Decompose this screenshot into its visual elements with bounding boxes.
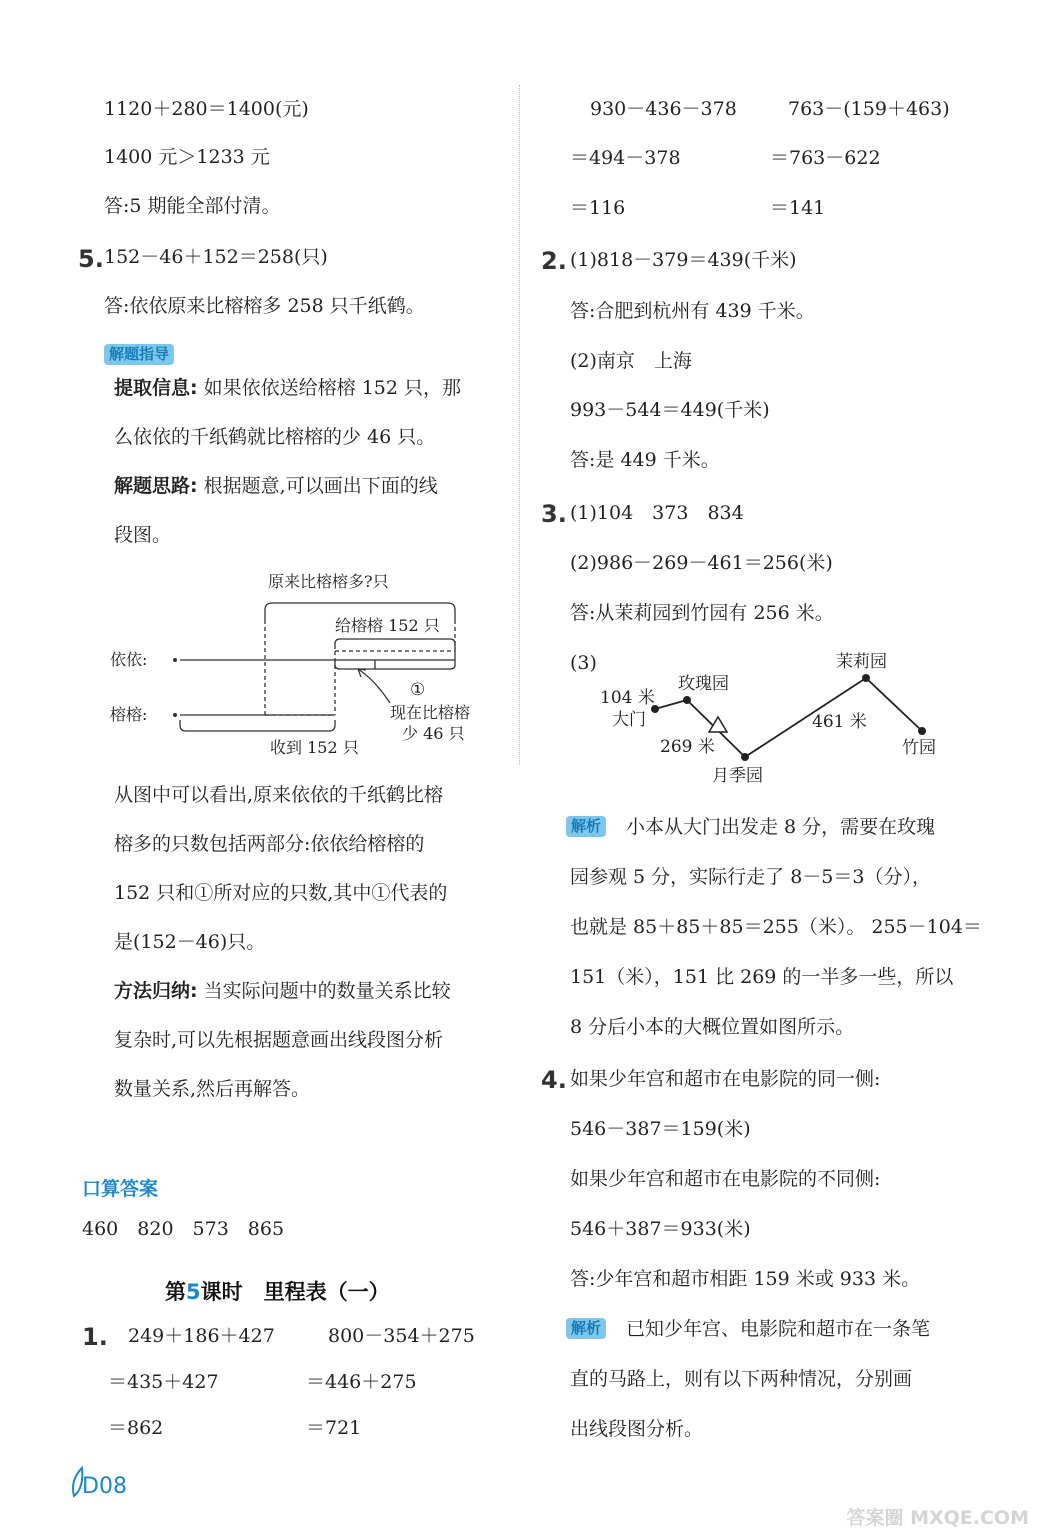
text-line: 是(152－46)只。 xyxy=(114,931,266,953)
diagram-yiyi: 依依: xyxy=(110,650,148,669)
think-label: 解题思路: xyxy=(114,475,198,497)
lesson-number: 5 xyxy=(186,1280,201,1304)
diagram-top-label: 原来比榕榕多?只 xyxy=(268,572,389,591)
map-gate: 大门 xyxy=(612,710,646,730)
question-number: 2. xyxy=(541,247,567,275)
text-line: 152 只和①所对应的只数,其中①代表的 xyxy=(114,882,448,904)
equation: ＝446＋275 xyxy=(306,1371,417,1393)
route-map xyxy=(590,645,970,795)
lesson-title xyxy=(165,1276,390,1306)
think-text: 根据题意,可以画出下面的线 xyxy=(203,475,438,497)
give-brace xyxy=(335,639,455,649)
text-line: 8 分后小本的大概位置如图所示。 xyxy=(570,1016,855,1038)
diagram-rongrong: 榕榕: xyxy=(110,705,148,724)
equation: 249＋186＋427 xyxy=(128,1325,275,1347)
pointer-arrow xyxy=(358,669,390,703)
equation: ＝141 xyxy=(770,197,826,219)
answer-line: 答:少年宫和超市相距 159 米或 933 米。 xyxy=(570,1268,921,1290)
receive-brace xyxy=(180,720,335,731)
text-line: 已知少年宫、电影院和超市在一条笔 xyxy=(626,1318,931,1340)
lesson-prefix: 第 xyxy=(165,1280,186,1304)
diagram-now-1: 现在比榕榕 xyxy=(390,703,471,722)
method-label: 方法归纳: xyxy=(114,980,198,1002)
diagram-give-label: 给榕榕 152 只 xyxy=(335,616,440,635)
equation: ＝435＋427 xyxy=(108,1371,219,1393)
map-461: 461 米 xyxy=(812,712,867,732)
answer-line: 答:从茉莉园到竹园有 256 米。 xyxy=(570,602,834,624)
text-line: 也就是 85＋85＋85＝255（米）。 255－104＝ xyxy=(570,916,982,938)
text-line: 小本从大门出发走 8 分，需要在玫瑰 xyxy=(626,816,936,838)
diagram-circle-one: ① xyxy=(410,680,426,700)
map-rose: 玫瑰园 xyxy=(678,674,729,694)
page-number: D08 xyxy=(82,1474,127,1499)
text-line: 如果少年宫和超市在电影院的同一侧: xyxy=(570,1068,881,1090)
question-number: 3. xyxy=(541,500,567,528)
map-jasmine: 茉莉园 xyxy=(836,652,887,672)
segment-diagram xyxy=(110,565,510,765)
text-line: 1120＋280＝1400(元) xyxy=(104,98,309,120)
lesson-name: 课时 里程表（一） xyxy=(200,1280,390,1304)
text-line: (1)104 373 834 xyxy=(570,502,744,524)
rose-point xyxy=(683,696,691,704)
map-moon: 月季园 xyxy=(712,766,763,786)
watermark: 答案圈 MXQE.COM xyxy=(846,1507,1029,1529)
text-line: 151（米），151 比 269 的一半多一些，所以 xyxy=(570,966,954,988)
text-line: (1)818－379＝439(千米) xyxy=(570,249,797,271)
text-line: 1400 元＞1233 元 xyxy=(104,146,270,168)
analysis-tag: 解析 xyxy=(566,816,606,837)
question-number: 5. xyxy=(78,245,104,273)
text-line: (2)986－269－461＝256(米) xyxy=(570,552,833,574)
info-label: 提取信息: xyxy=(114,377,198,399)
question-number: 1. xyxy=(82,1323,108,1351)
map-104: 104 米 xyxy=(600,688,655,708)
method-paragraph xyxy=(114,982,451,1001)
bamboo-point xyxy=(918,727,926,735)
info-text: 如果依依送给榕榕 152 只，那 xyxy=(203,377,462,399)
text-line: 园参观 5 分，实际行走了 8－5＝3（分）， xyxy=(570,866,931,888)
answer-line: 答:合肥到杭州有 439 千米。 xyxy=(570,300,815,322)
text-line: 546－387＝159(米) xyxy=(570,1118,751,1140)
diagram-now-2: 少 46 只 xyxy=(402,724,465,743)
text-line: 数量关系,然后再解答。 xyxy=(114,1078,311,1100)
text-line: 榕多的只数包括两部分:依依给榕榕的 xyxy=(114,833,425,855)
column-divider xyxy=(519,85,520,765)
jasmine-point xyxy=(862,674,870,682)
answer-line: 答:是 449 千米。 xyxy=(570,449,720,471)
equation: ＝494－378 xyxy=(570,147,681,169)
analysis-tag: 解析 xyxy=(566,1318,606,1339)
text-line: 段图。 xyxy=(114,524,172,546)
equation: ＝862 xyxy=(108,1417,164,1439)
map-bamboo: 竹园 xyxy=(902,738,936,758)
text-line: 答:5 期能全部付清。 xyxy=(104,195,281,217)
guide-tag: 解题指导 xyxy=(104,344,174,365)
text-line: 出线段图分析。 xyxy=(570,1418,704,1440)
text-line: 993－544＝449(千米) xyxy=(570,399,770,421)
info-paragraph xyxy=(114,379,461,398)
equation: 152－46＋152＝258(只) xyxy=(104,246,328,268)
oral-answers-heading: 口算答案 xyxy=(82,1178,159,1200)
equation: ＝116 xyxy=(570,197,626,219)
method-text: 当实际问题中的数量关系比较 xyxy=(203,980,451,1002)
equation: 763－(159＋463) xyxy=(788,98,950,120)
equation: 800－354＋275 xyxy=(328,1325,475,1347)
text-line: 如果少年宫和超市在电影院的不同侧: xyxy=(570,1168,881,1190)
text-line: 复杂时,可以先根据题意画出线段图分析 xyxy=(114,1029,444,1051)
text-line: (2)南京 上海 xyxy=(570,350,692,372)
equation: 930－436－378 xyxy=(590,98,737,120)
equation: ＝763－622 xyxy=(770,147,881,169)
diagram-receive: 收到 152 只 xyxy=(270,738,359,757)
moon-point xyxy=(741,753,749,761)
text-line: 直的马路上，则有以下两种情况，分别画 xyxy=(570,1368,913,1390)
question-number: 4. xyxy=(541,1066,567,1094)
text-line: 从图中可以看出,原来依依的千纸鹤比榕 xyxy=(114,784,444,806)
oral-answers-values: 460 820 573 865 xyxy=(82,1218,285,1240)
equation: ＝721 xyxy=(306,1417,362,1439)
map-269: 269 米 xyxy=(660,737,715,757)
think-paragraph xyxy=(114,477,438,496)
text-line: (3) xyxy=(570,652,597,674)
text-line: 么依依的千纸鹤就比榕榕的少 46 只。 xyxy=(114,426,436,448)
answer-line: 答:依依原来比榕榕多 258 只千纸鹤。 xyxy=(104,295,425,317)
text-line: 546＋387＝933(米) xyxy=(570,1218,751,1240)
